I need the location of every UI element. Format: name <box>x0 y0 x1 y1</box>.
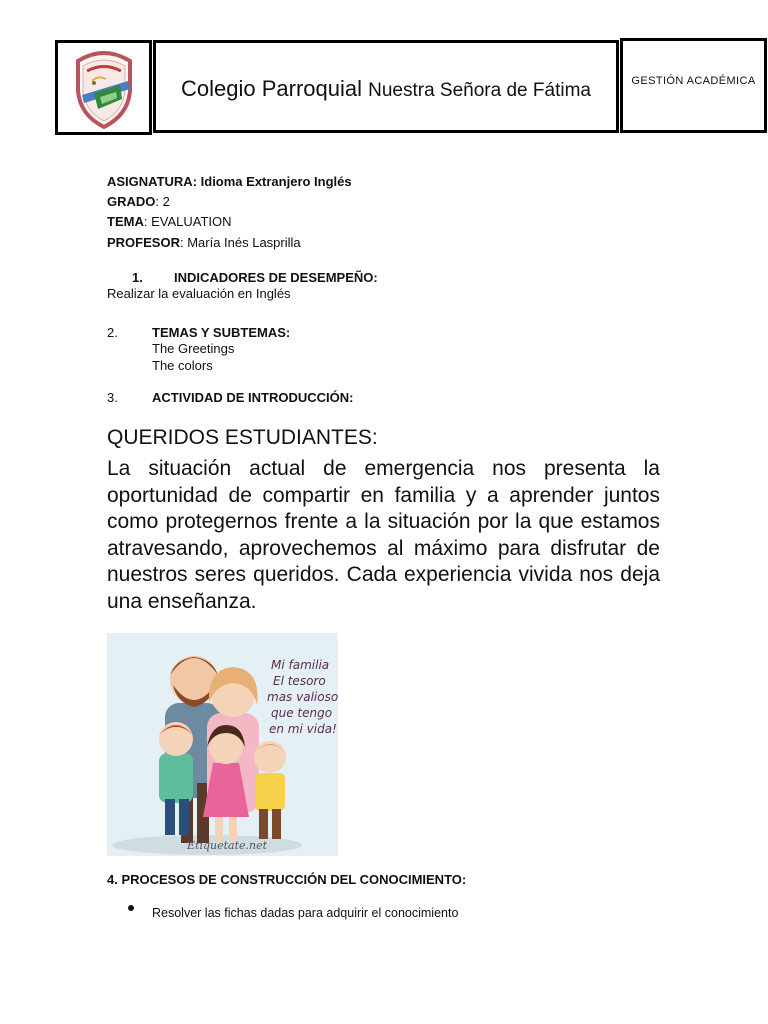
section-2-number: 2. <box>107 325 118 340</box>
school-name-rest: Nuestra Señora de Fátima <box>368 80 591 101</box>
subject-line: ASIGNATURA: Idioma Extranjero Inglés <box>107 174 352 189</box>
bullet-icon <box>128 905 134 911</box>
section-1-title: INDICADORES DE DESEMPEÑO: <box>174 270 378 285</box>
teacher-label: PROFESOR <box>107 235 180 250</box>
topic-line <box>107 214 232 229</box>
caption-line: Mi familia <box>271 658 330 672</box>
intro-greeting: QUERIDOS ESTUDIANTES: <box>107 426 378 449</box>
watermark: Etiquetate.net <box>187 839 268 852</box>
section-1-number: 1. <box>132 270 143 285</box>
family-illustration <box>107 633 338 856</box>
section-3-title: ACTIVIDAD DE INTRODUCCIÓN: <box>152 390 354 405</box>
section-4-bullet-text: Resolver las fichas dadas para adquirir el conocimiento <box>152 906 459 920</box>
teacher-line <box>107 235 301 250</box>
section-4-title: 4. PROCESOS DE CONSTRUCCIÓN DEL CONOCIMIENTO: <box>107 872 467 887</box>
caption-line: mas valioso <box>267 690 338 704</box>
grade-label: GRADO <box>107 194 156 209</box>
topic-value: : EVALUATION <box>143 214 232 229</box>
department-box <box>620 38 767 133</box>
section-3-number: 3. <box>107 390 118 405</box>
intro-paragraph: La situación actual de emergencia nos presenta la oportunidad de compartir en familia y a aprender juntos como protegernos frente a la situación por la que estamos atravesando, aprovechemos al máximo para disfrutar de nuestros seres queridos. Cada experiencia vivida nos deja una enseñanza. <box>107 457 660 613</box>
school-title-box <box>153 40 619 133</box>
department-label: GESTIÓN ACADÉMICA <box>631 75 756 87</box>
section-1-text: Realizar la evaluación en Inglés <box>107 286 291 301</box>
topic-label: TEMA <box>107 214 144 229</box>
subtopic-item: The Greetings <box>152 341 235 356</box>
school-name-main: Colegio Parroquial <box>181 76 369 101</box>
caption-line: que tengo <box>271 706 333 720</box>
school-name <box>156 76 616 102</box>
teacher-value: : María Inés Lasprilla <box>179 235 301 250</box>
subtopic-item: The colors <box>152 358 213 373</box>
caption-line: en mi vida! <box>269 722 337 736</box>
grade-line <box>107 194 170 209</box>
logo-box <box>55 40 152 135</box>
school-crest-logo <box>58 43 149 132</box>
caption-line: El tesoro <box>273 674 326 688</box>
section-2-title: TEMAS Y SUBTEMAS: <box>152 325 291 340</box>
grade-value: : 2 <box>155 194 170 209</box>
